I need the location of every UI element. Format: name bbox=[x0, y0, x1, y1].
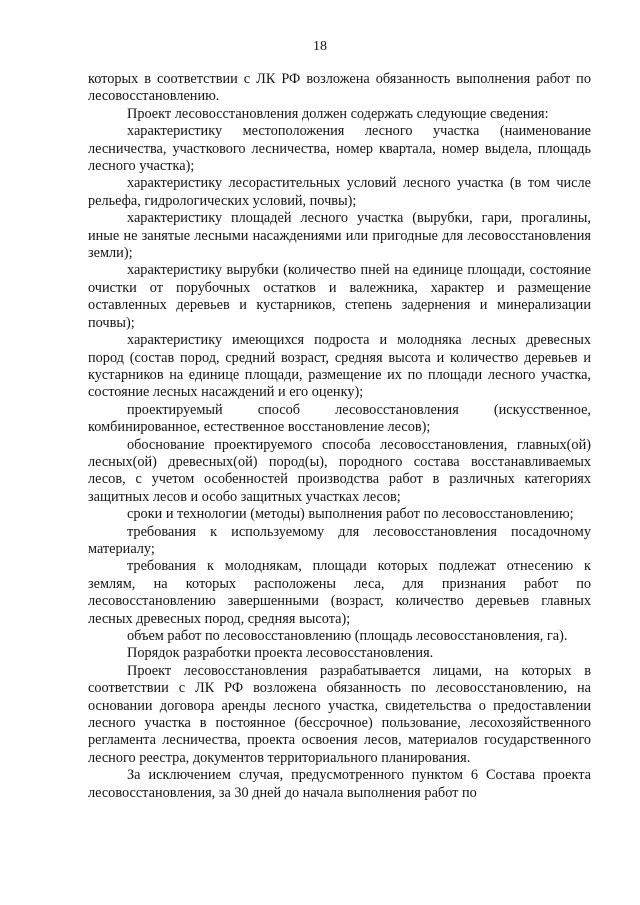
list-item-method: проектируемый способ лесовосстановления (искусственное, комбинированное, естественное восстановление лесов); bbox=[88, 401, 591, 436]
list-item-planting-material: требования к используемому для лесовосстановления посадочному материалу; bbox=[88, 523, 591, 557]
page-number: 18 bbox=[313, 39, 327, 54]
list-item-clearing-characteristics: характеристику вырубки (количество пней на единице площади, состояние очистки от порубочных остатков и валежника, характер и размещение оставленных деревьев и кустарников, степень задернения и минерализации почвы); bbox=[88, 262, 591, 331]
list-item-area-characteristics: характеристику площадей лесного участка (вырубки, гари, прогалины, иные не занятые лесными насаждениями или пригодные для лесовосстановления земли); bbox=[88, 210, 591, 262]
list-item-young-stands-requirements: требования к молоднякам, площади которых подлежат отнесению к землям, на которых расположены леса, для признания работ по лесовосстановлению завершенными (возраст, количество деревьев главных лесных древесных пород, средняя высота); bbox=[88, 558, 591, 627]
list-item-undergrowth-characteristics: характеристику имеющихся подроста и молодняка лесных древесных пород (состав пород, средний возраст, средняя высота и количество деревьев и кустарников на единице площади, размещение их по площади лесного участка, состояние лесных насаждений и его оценку); bbox=[88, 332, 591, 401]
list-item-method-justification: обоснование проектируемого способа лесовосстановления, главных(ой) лесных(ой) древесных(ой) пород(ы), породного состава восстанавливаемых лесов, с учетом особенностей производства работ в различных категориях защитных лесов и особо защитных участках лесов; bbox=[88, 436, 591, 505]
paragraph-continuation: которых в соответствии с ЛК РФ возложена обязанность выполнения работ по лесовосстановлению. bbox=[88, 71, 591, 105]
list-item-work-volume: объем работ по лесовосстановлению (площадь лесовосстановления, га). bbox=[127, 628, 568, 644]
paragraph-exception-case: За исключением случая, предусмотренного пунктом 6 Состава проекта лесовосстановления, за 30 дней до начала выполнения работ по bbox=[88, 767, 591, 801]
document-body bbox=[88, 71, 591, 802]
paragraph-development-basis: Проект лесовосстановления разрабатывается лицами, на которых в соответствии с ЛК РФ возложена обязанность по лесовосстановлению, на основании договора аренды лесного участка, свидетельства о предоставлении лесного участка в постоянное (бессрочное) пользование, лесохозяйственного регламента лесничества, проекта освоения лесов, материалов государственного лесного реестра, документов территориального планирования. bbox=[88, 662, 591, 766]
list-item-location: характеристику местоположения лесного участка (наименование лесничества, участкового лесничества, номер квартала, номер выдела, площадь лесного участка); bbox=[88, 123, 591, 175]
list-item-timing-technology: сроки и технологии (методы) выполнения работ по лесовосстановлению; bbox=[127, 506, 574, 523]
list-item-growing-conditions: характеристику лесорастительных условий лесного участка (в том числе рельефа, гидрологических условий, почвы); bbox=[88, 175, 591, 209]
section-heading-development-procedure: Порядок разработки проекта лесовосстановления. bbox=[127, 645, 434, 662]
paragraph-project-contents-intro: Проект лесовосстановления должен содержать следующие сведения: bbox=[127, 105, 549, 122]
